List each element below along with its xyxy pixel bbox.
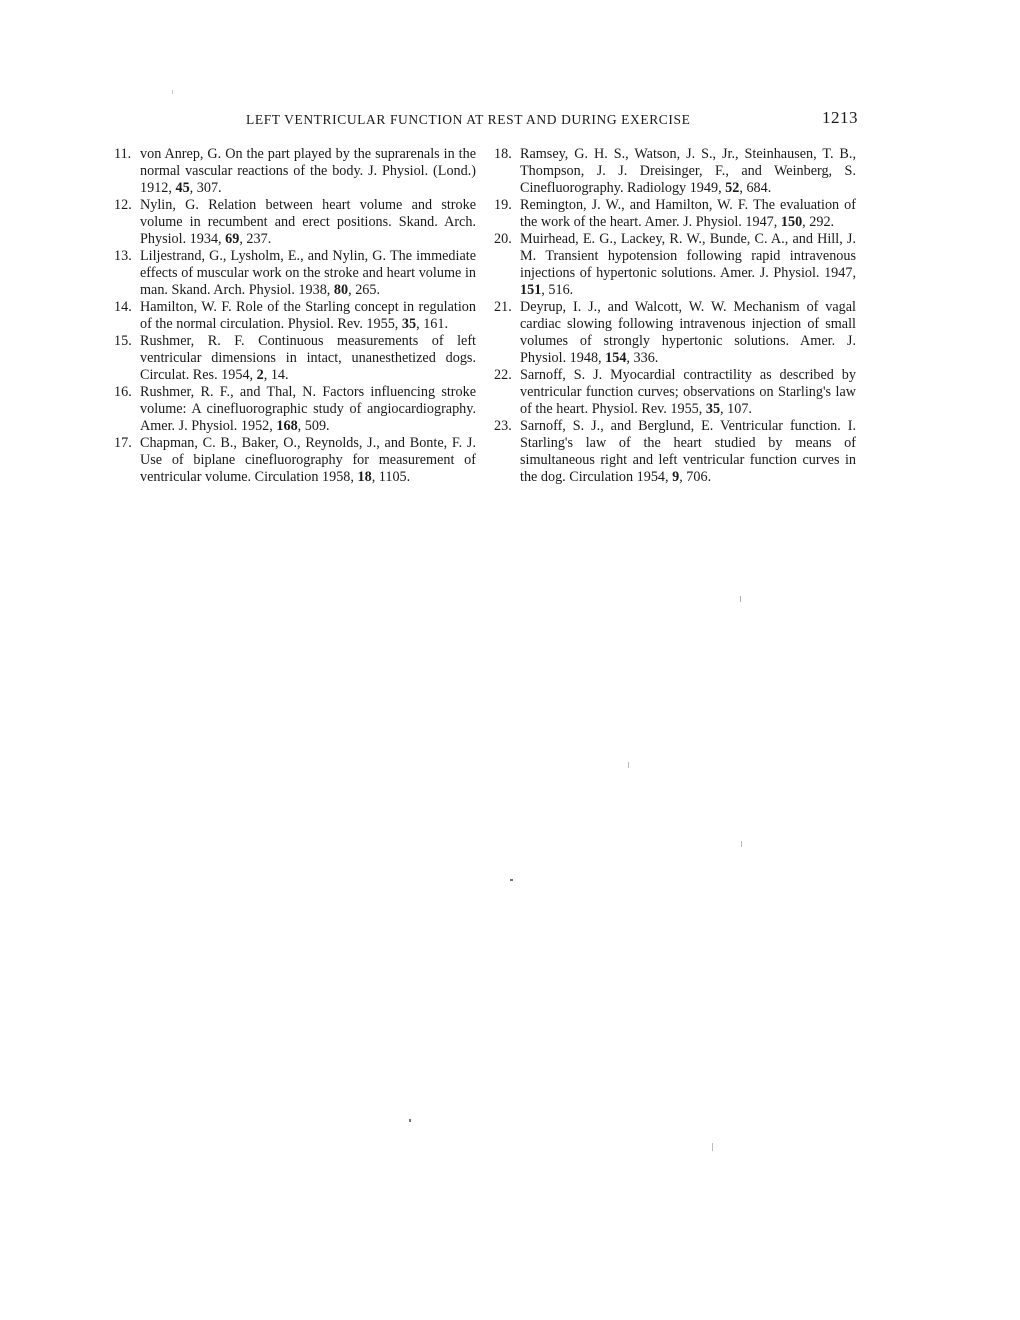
reference-volume: 2 — [256, 367, 264, 383]
reference-citation: Sarnoff, S. J. Myocardial contractility as described by ventricular function curves; observations on Starling's law of the heart. Physiol. Rev. 1955, — [520, 367, 856, 417]
scan-speck — [409, 1119, 411, 1122]
reference-pages: , 684. — [739, 180, 772, 196]
reference-volume: 35 — [705, 401, 721, 417]
reference-entry — [114, 248, 476, 299]
references-right-column — [494, 146, 856, 486]
reference-citation: Ramsey, G. H. S., Watson, J. S., Jr., Steinhausen, T. B., Thompson, J. J. Dreisinger, F., and Weinberg, S. Cinefluorography. Radiology 1949, — [520, 146, 856, 196]
scan-speck — [172, 90, 173, 94]
reference-pages: , 292. — [802, 214, 835, 230]
scan-speck — [740, 596, 741, 602]
reference-entry — [114, 333, 476, 384]
reference-volume: 151 — [520, 282, 542, 298]
reference-entry — [114, 197, 476, 248]
reference-text — [140, 435, 476, 486]
reference-citation: Hamilton, W. F. Role of the Starling concept in regulation of the normal circulation. Physiol. Rev. 1955, — [140, 299, 476, 332]
reference-pages: , 516. — [541, 282, 574, 298]
reference-citation: von Anrep, G. On the part played by the suprarenals in the normal vascular reactions of the body. J. Physiol. (Lond.) 1912, — [140, 146, 476, 196]
reference-entry — [494, 197, 856, 231]
reference-citation: Nylin, G. Relation between heart volume and stroke volume in recumbent and erect positions. Skand. Arch. Physiol. 1934, — [140, 197, 476, 247]
reference-number: 15. — [114, 333, 132, 349]
reference-number: 12. — [114, 197, 132, 213]
reference-entry — [494, 367, 856, 418]
reference-citation: Rushmer, R. F. Continuous measurements of left ventricular dimensions in intact, unanesthetized dogs. Circulat. Res. 1954, — [140, 333, 476, 383]
reference-entry — [114, 299, 476, 333]
reference-text — [520, 231, 856, 299]
reference-entry — [494, 231, 856, 299]
reference-pages: , 161. — [416, 316, 449, 332]
reference-volume: 45 — [175, 180, 190, 196]
reference-text — [520, 146, 856, 197]
scan-speck — [510, 879, 513, 881]
reference-pages: , 107. — [720, 401, 752, 417]
reference-pages: , 706. — [679, 469, 712, 485]
reference-number: 14. — [114, 299, 132, 315]
reference-citation: Liljestrand, G., Lysholm, E., and Nylin, G. The immediate effects of muscular work on the stroke and heart volume in man. Skand. Arch. Physiol. 1938, — [140, 248, 476, 298]
reference-volume: 168 — [276, 418, 298, 434]
reference-citation: Rushmer, R. F., and Thal, N. Factors influencing stroke volume: A cinefluorographic study of angiocardiography. Amer. J. Physiol. 1952, — [140, 384, 476, 434]
reference-text — [520, 367, 856, 418]
running-title: LEFT VENTRICULAR FUNCTION AT REST AND DURING EXERCISE — [246, 112, 691, 127]
reference-pages: , 307. — [189, 180, 222, 196]
reference-volume: 150 — [780, 214, 803, 230]
reference-number: 22. — [494, 367, 512, 383]
reference-entry — [494, 299, 856, 367]
reference-number: 23. — [494, 418, 512, 434]
reference-citation: Deyrup, I. J., and Walcott, W. W. Mechanism of vagal cardiac slowing following intravenous injection of small volumes of strongly hypertonic solutions. Amer. J. Physiol. 1948, — [520, 299, 856, 366]
reference-volume: 80 — [333, 282, 349, 298]
reference-citation: Chapman, C. B., Baker, O., Reynolds, J., and Bonte, F. J. Use of biplane cinefluorography for measurement of ventricular volume. Circulation 1958, — [140, 435, 476, 485]
reference-number: 19. — [494, 197, 512, 213]
reference-text — [520, 299, 856, 367]
reference-number: 21. — [494, 299, 512, 315]
reference-pages: , 14. — [263, 367, 289, 383]
reference-volume: 18 — [357, 469, 372, 485]
reference-pages: , 1105. — [371, 469, 411, 485]
reference-text — [140, 333, 476, 384]
reference-entry — [114, 146, 476, 197]
reference-pages: , 509. — [297, 418, 330, 434]
scan-speck — [628, 762, 629, 768]
page-number: 1213 — [822, 108, 858, 127]
reference-text — [140, 197, 476, 248]
reference-entry — [494, 418, 856, 486]
reference-pages: , 265. — [348, 282, 381, 298]
reference-number: 18. — [494, 146, 512, 162]
reference-citation: Sarnoff, S. J., and Berglund, E. Ventricular function. I. Starling's law of the heart studied by means of simultaneous right and left ventricular function curves in the dog. Circulation 1954, — [520, 418, 856, 485]
reference-number: 17. — [114, 435, 132, 451]
reference-citation: Muirhead, E. G., Lackey, R. W., Bunde, C. A., and Hill, J. M. Transient hypotension following rapid intravenous injections of hypertonic solutions. Amer. J. Physiol. 1947, — [520, 231, 856, 281]
reference-text — [520, 197, 856, 231]
reference-number: 13. — [114, 248, 132, 264]
reference-citation: Remington, J. W., and Hamilton, W. F. The evaluation of the work of the heart. Amer. J. Physiol. 1947, — [520, 197, 856, 230]
reference-number: 20. — [494, 231, 512, 247]
reference-text — [140, 384, 476, 435]
reference-entry — [494, 146, 856, 197]
reference-pages: , 336. — [626, 350, 659, 366]
reference-pages: , 237. — [239, 231, 272, 247]
reference-volume: 69 — [225, 231, 240, 247]
scan-speck — [741, 841, 742, 847]
reference-volume: 154 — [605, 350, 627, 366]
running-head — [246, 110, 858, 132]
reference-volume: 35 — [401, 316, 417, 332]
reference-volume: 52 — [725, 180, 740, 196]
reference-text — [520, 418, 856, 486]
reference-entry — [114, 435, 476, 486]
reference-text — [140, 146, 476, 197]
reference-text — [140, 299, 476, 333]
reference-volume: 9 — [672, 469, 680, 485]
reference-text — [140, 248, 476, 299]
scan-speck — [712, 1143, 713, 1151]
reference-number: 11. — [114, 146, 132, 162]
reference-entry — [114, 384, 476, 435]
references-left-column — [114, 146, 476, 486]
reference-number: 16. — [114, 384, 132, 400]
